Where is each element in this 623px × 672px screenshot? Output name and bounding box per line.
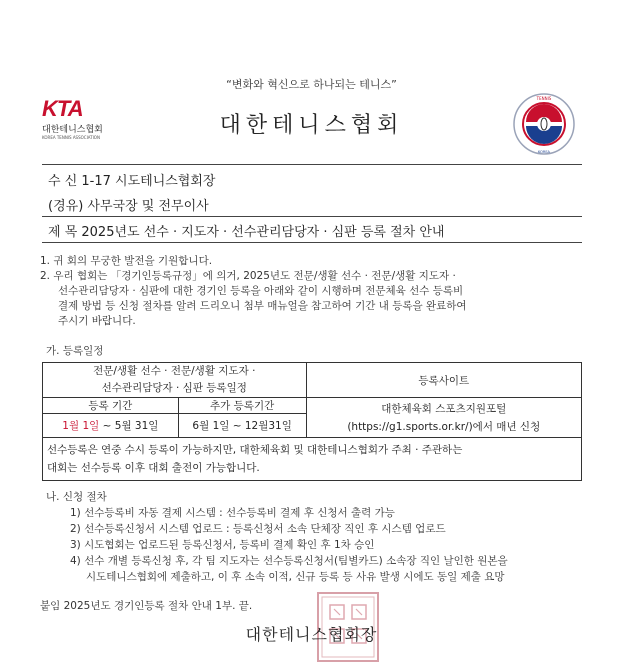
- signature: 대한테니스협회장: [245, 625, 378, 644]
- registration-schedule-table: [42, 362, 582, 481]
- site-cell: [306, 398, 581, 438]
- period-rest: ~ 5월 31일: [99, 420, 159, 432]
- tennis-emblem-icon: [512, 92, 576, 156]
- logo-name-ko: 대한테니스협회: [42, 125, 103, 135]
- period-value: [43, 414, 179, 438]
- note-line: 대회는 선수등록 이후 대회 출전이 가능합니다.: [47, 462, 260, 474]
- paragraph-1: 1. 귀 회의 무궁한 발전을 기원합니다.: [40, 255, 213, 267]
- divider: [42, 216, 582, 217]
- col-period-header: 등록 기간: [43, 398, 179, 414]
- logo-name-en: KOREA TENNIS ASSOCIATION: [42, 135, 100, 140]
- note-line: 선수등록은 연중 수시 등록이 가능하지만, 대한체육회 및 대한테니스협회가 주최 · 주관하는: [47, 444, 463, 456]
- procedure-item: 3) 시도협회는 업로드된 등록신청서, 등록비 결제 확인 후 1차 승인: [70, 539, 375, 551]
- note-cell: [43, 438, 582, 481]
- divider: [42, 164, 582, 165]
- site-line: (https://g1.sports.or.kr/)에서 매년 신청: [347, 420, 541, 433]
- table-header-site: 등록사이트: [306, 363, 581, 398]
- divider: [42, 242, 582, 243]
- procedure-item: 4) 선수 개별 등록신청 후, 각 팀 지도자는 선수등록신청서(팀별카드) 소속장 직인 날인한 원본을: [70, 555, 508, 567]
- site-line: 대한체육회 스포츠지원포털: [381, 402, 507, 415]
- paragraph-2-line: 2. 우리 협회는 「경기인등록규정」에 의거, 2025년도 전문/생활 선수 · 전문/생활 지도자 ·: [40, 270, 456, 282]
- recipient: 수 신 1-17 시도테니스협회장: [48, 174, 216, 189]
- procedure-item: 1) 선수등록비 자동 결제 시스템 : 선수등록비 결제 후 신청서 출력 가능: [70, 507, 395, 519]
- section-b-title: 나. 신청 절차: [46, 491, 107, 503]
- procedure-item-cont: 시도테니스협회에 제출하고, 이 후 소속 이적, 신규 등록 등 사유 발생 시에도 동일 제출 요망: [86, 571, 505, 583]
- header-left-line: 전문/생활 선수 · 전문/생활 지도자 ·: [93, 365, 256, 377]
- section-a-title: 가. 등록일정: [46, 345, 104, 357]
- paragraph-2-line: 선수관리담당자 · 심판에 대한 경기인 등록을 아래와 같이 시행하며 전문체육 선수 등록비: [58, 285, 464, 297]
- extra-value: 6월 1일 ~ 12월31일: [178, 414, 306, 438]
- org-title: 대한테니스협회: [219, 113, 404, 138]
- table-header-schedule: [43, 363, 307, 398]
- paragraph-2-line: 결제 방법 등 신청 절차를 알려 드리오니 첨부 매뉴얼을 참고하여 기간 내 등록을 완료하여: [58, 300, 467, 312]
- paragraph-2-line: 주시기 바랍니다.: [58, 315, 136, 327]
- svg-text:KOREA: KOREA: [538, 150, 550, 154]
- slogan: “변화와 혁신으로 하나되는 테니스”: [226, 78, 397, 91]
- procedure-item: 2) 선수등록신청서 시스템 업로드 : 등록신청서 소속 단체장 직인 후 시스템 업로드: [70, 523, 446, 535]
- logo-mark: KTA: [42, 96, 83, 121]
- header-left-line: 선수관리담당자 · 심판 등록일정: [101, 382, 247, 394]
- subject: 제 목 2025년도 선수 · 지도자 · 선수관리담당자 · 심판 등록 절차 안내: [48, 225, 445, 240]
- via: (경유) 사무국장 및 전무이사: [48, 199, 209, 214]
- period-highlight: 1월 1일: [62, 420, 100, 432]
- attachment: 붙임 2025년도 경기인등록 절차 안내 1부. 끝.: [40, 600, 253, 612]
- col-extra-header: 추가 등록기간: [178, 398, 306, 414]
- svg-text:TENNIS: TENNIS: [536, 96, 552, 101]
